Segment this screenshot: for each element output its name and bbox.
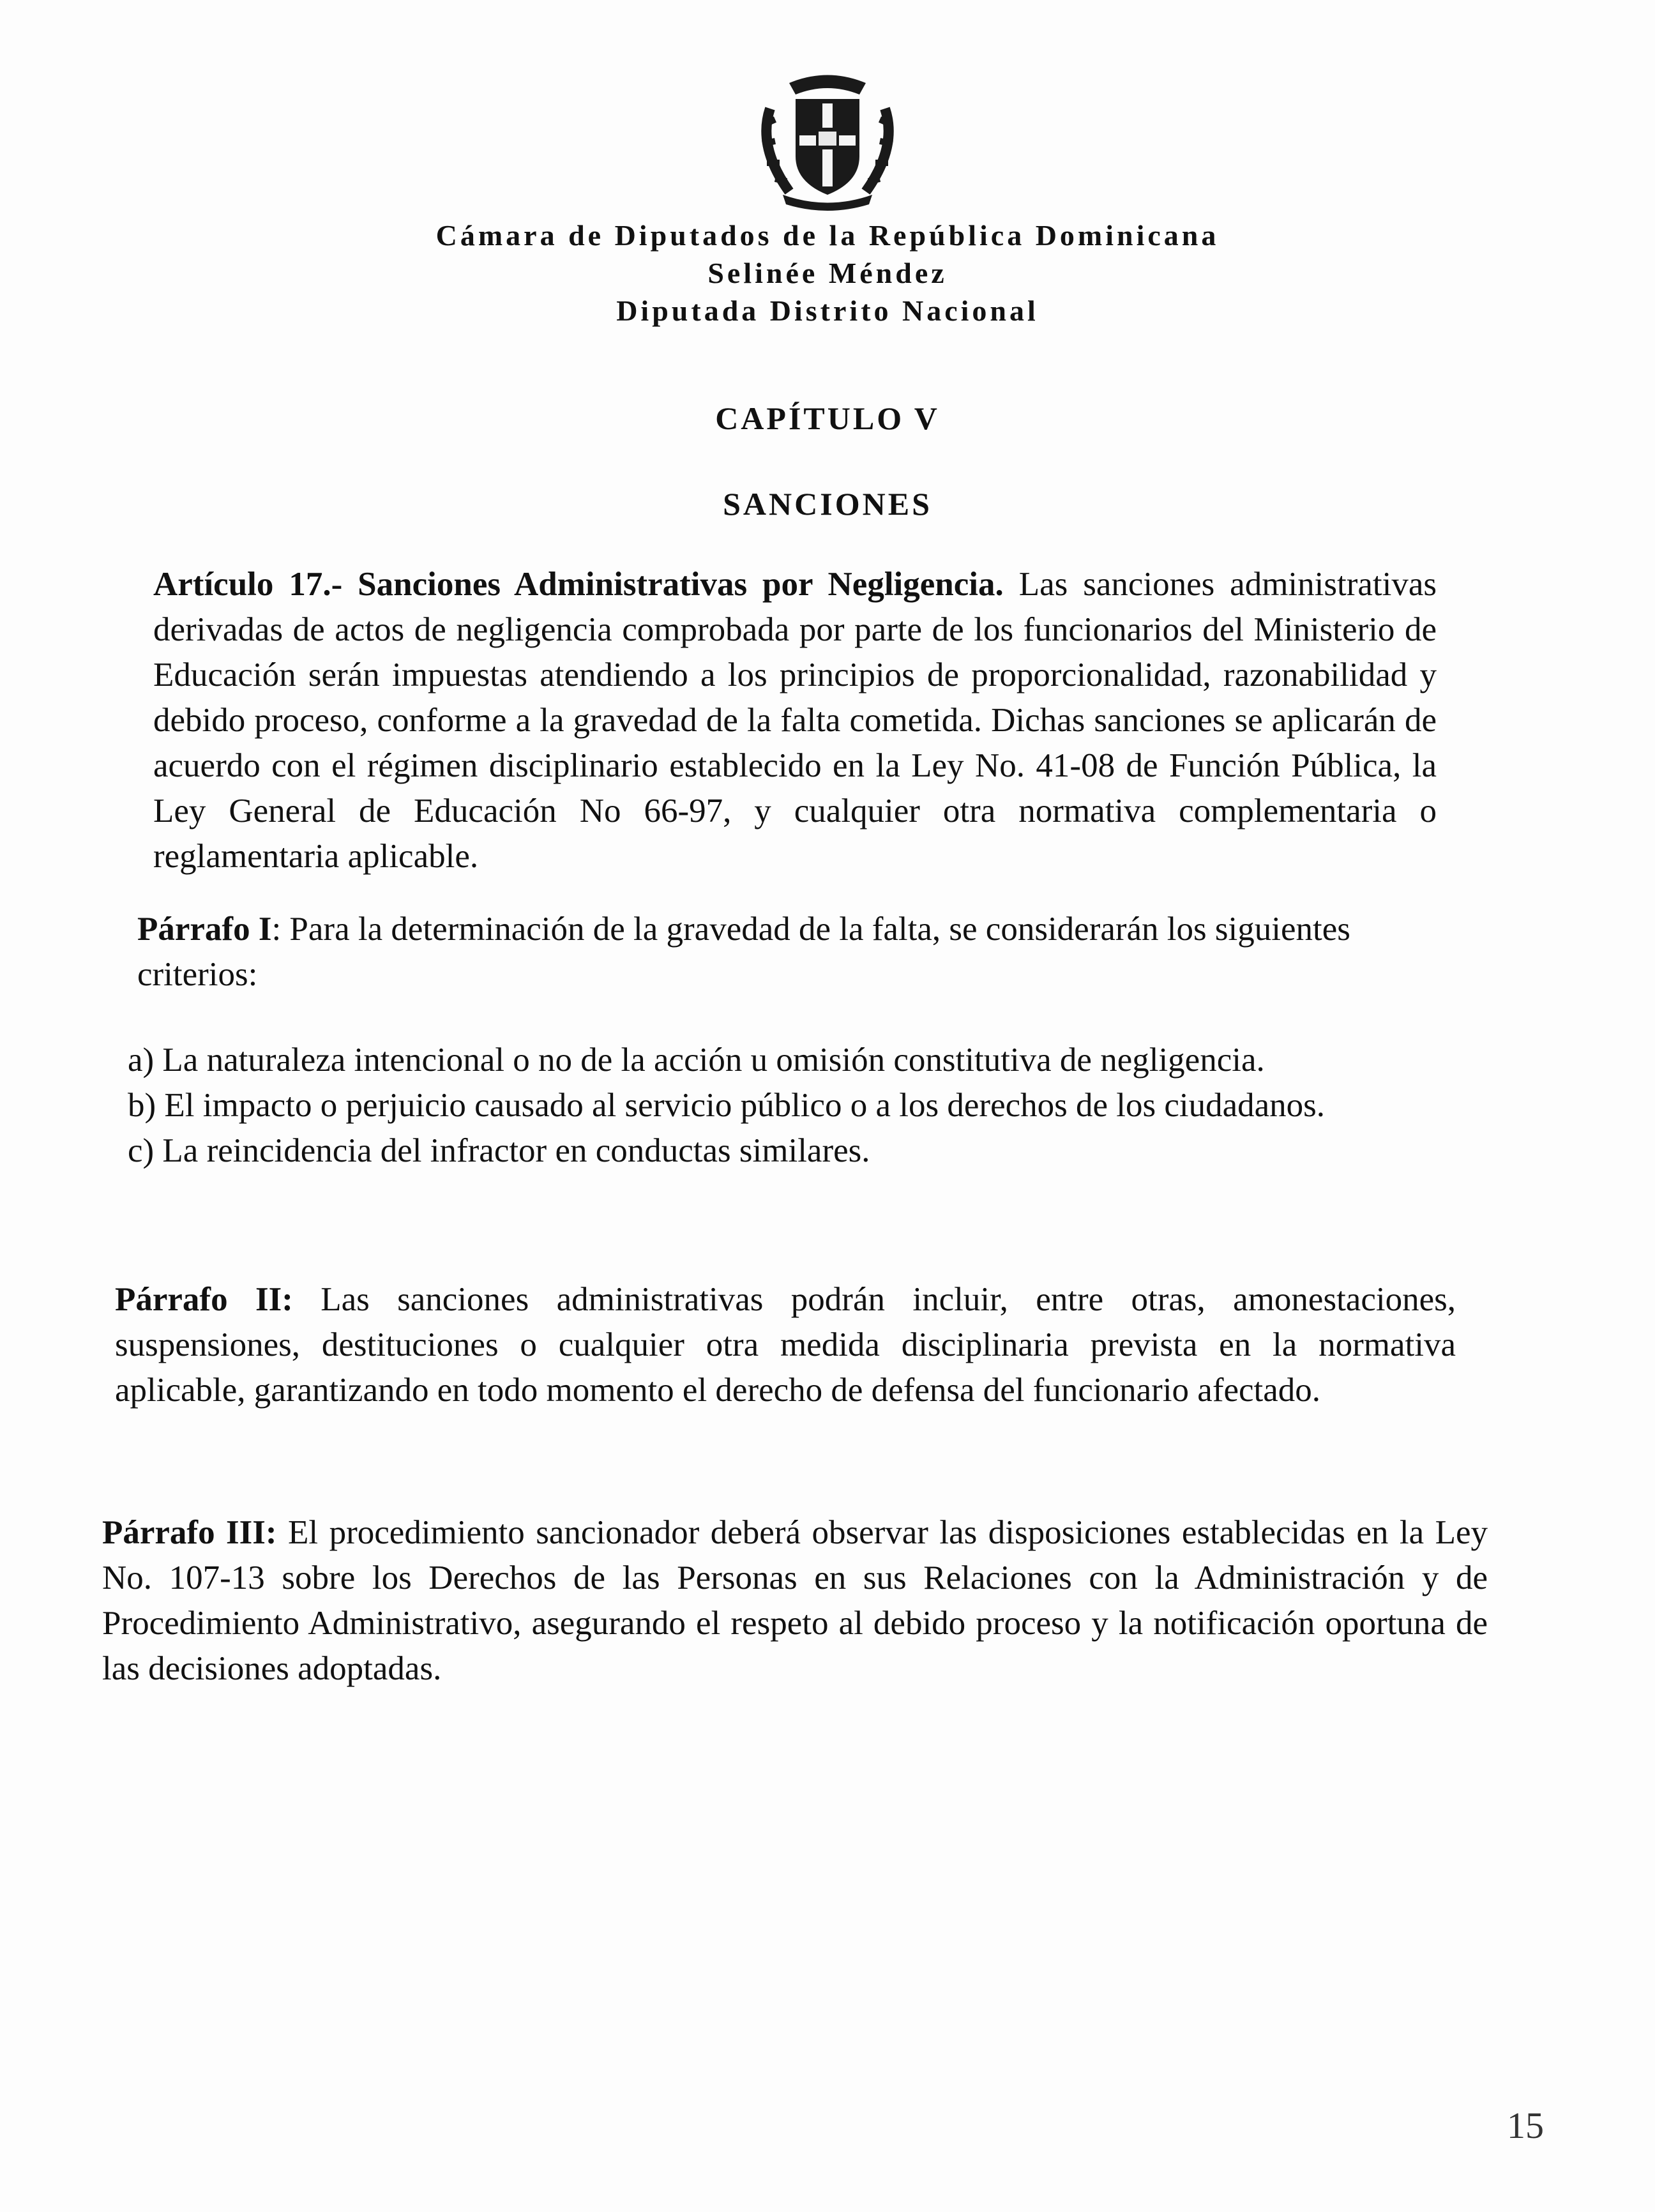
member-name: Selinée Méndez xyxy=(707,256,948,289)
paragraph-2-text: Las sanciones administrativas podrán incluir, entre otras, amonestaciones, suspensiones, destituciones o cualquier otra medida disciplinaria prevista en la normativa aplicable, garantizando en todo momento el derecho de defensa del funcionario afectado. xyxy=(115,1281,1456,1409)
criteria-item-b: b) El impacto o perjuicio causado al servicio público o a los derechos de los ciudadanos. xyxy=(128,1087,1326,1124)
coat-of-arms-icon xyxy=(744,64,911,211)
criteria-item-c: c) La reincidencia del infractor en conductas similares. xyxy=(128,1132,870,1169)
article-text: Las sanciones administrativas derivadas de actos de negligencia comprobada por parte de los funcionarios del Ministerio de Educación serán impuestas atendiendo a los principios de proporcionalidad, razonabilidad y debido proceso, conforme a la gravedad de la falta cometida. Dichas sanciones se aplicarán de acuerdo con el régimen disciplinario establecido en la Ley No. 41-08 de Función Pública, la Ley General de Educación No 66-97, y cualquier otra normativa complementaria o reglamentaria aplicable. xyxy=(153,566,1437,875)
paragraph-1 xyxy=(137,907,1414,997)
criteria-item-a: a) La naturaleza intencional o no de la acción u omisión constitutiva de negligencia. xyxy=(128,1042,1265,1079)
article-heading: Artículo 17.- Sanciones Administrativas por Negligencia. xyxy=(153,566,1004,603)
paragraph-3-text: El procedimiento sancionador deberá observar las disposiciones establecidas en la Ley No. 107-13 sobre los Derechos de las Personas en sus Relaciones con la Administración y de Procedimiento Administrativo, asegurando el respeto al debido proceso y la notificación oportuna de las decisiones adoptadas. xyxy=(102,1514,1488,1687)
paragraph-1-label: Párrafo I xyxy=(137,911,272,948)
criteria-list xyxy=(128,1038,1437,1174)
paragraph-1-text: : Para la determinación de la gravedad de la falta, se considerarán los siguientes criterios: xyxy=(137,911,1350,993)
page-number: 15 xyxy=(1507,2105,1544,2146)
paragraph-2-label: Párrafo II: xyxy=(115,1281,293,1318)
paragraph-2 xyxy=(115,1277,1456,1413)
member-title: Diputada Distrito Nacional xyxy=(616,294,1039,327)
letterhead xyxy=(0,64,1655,330)
paragraph-3-label: Párrafo III: xyxy=(102,1514,277,1551)
institution-name: Cámara de Diputados de la República Dominicana xyxy=(435,219,1220,252)
paragraph-3 xyxy=(102,1510,1488,1692)
chapter-title: SANCIONES xyxy=(723,486,932,522)
chapter-number: CAPÍTULO V xyxy=(715,400,940,436)
article-17 xyxy=(153,562,1437,879)
